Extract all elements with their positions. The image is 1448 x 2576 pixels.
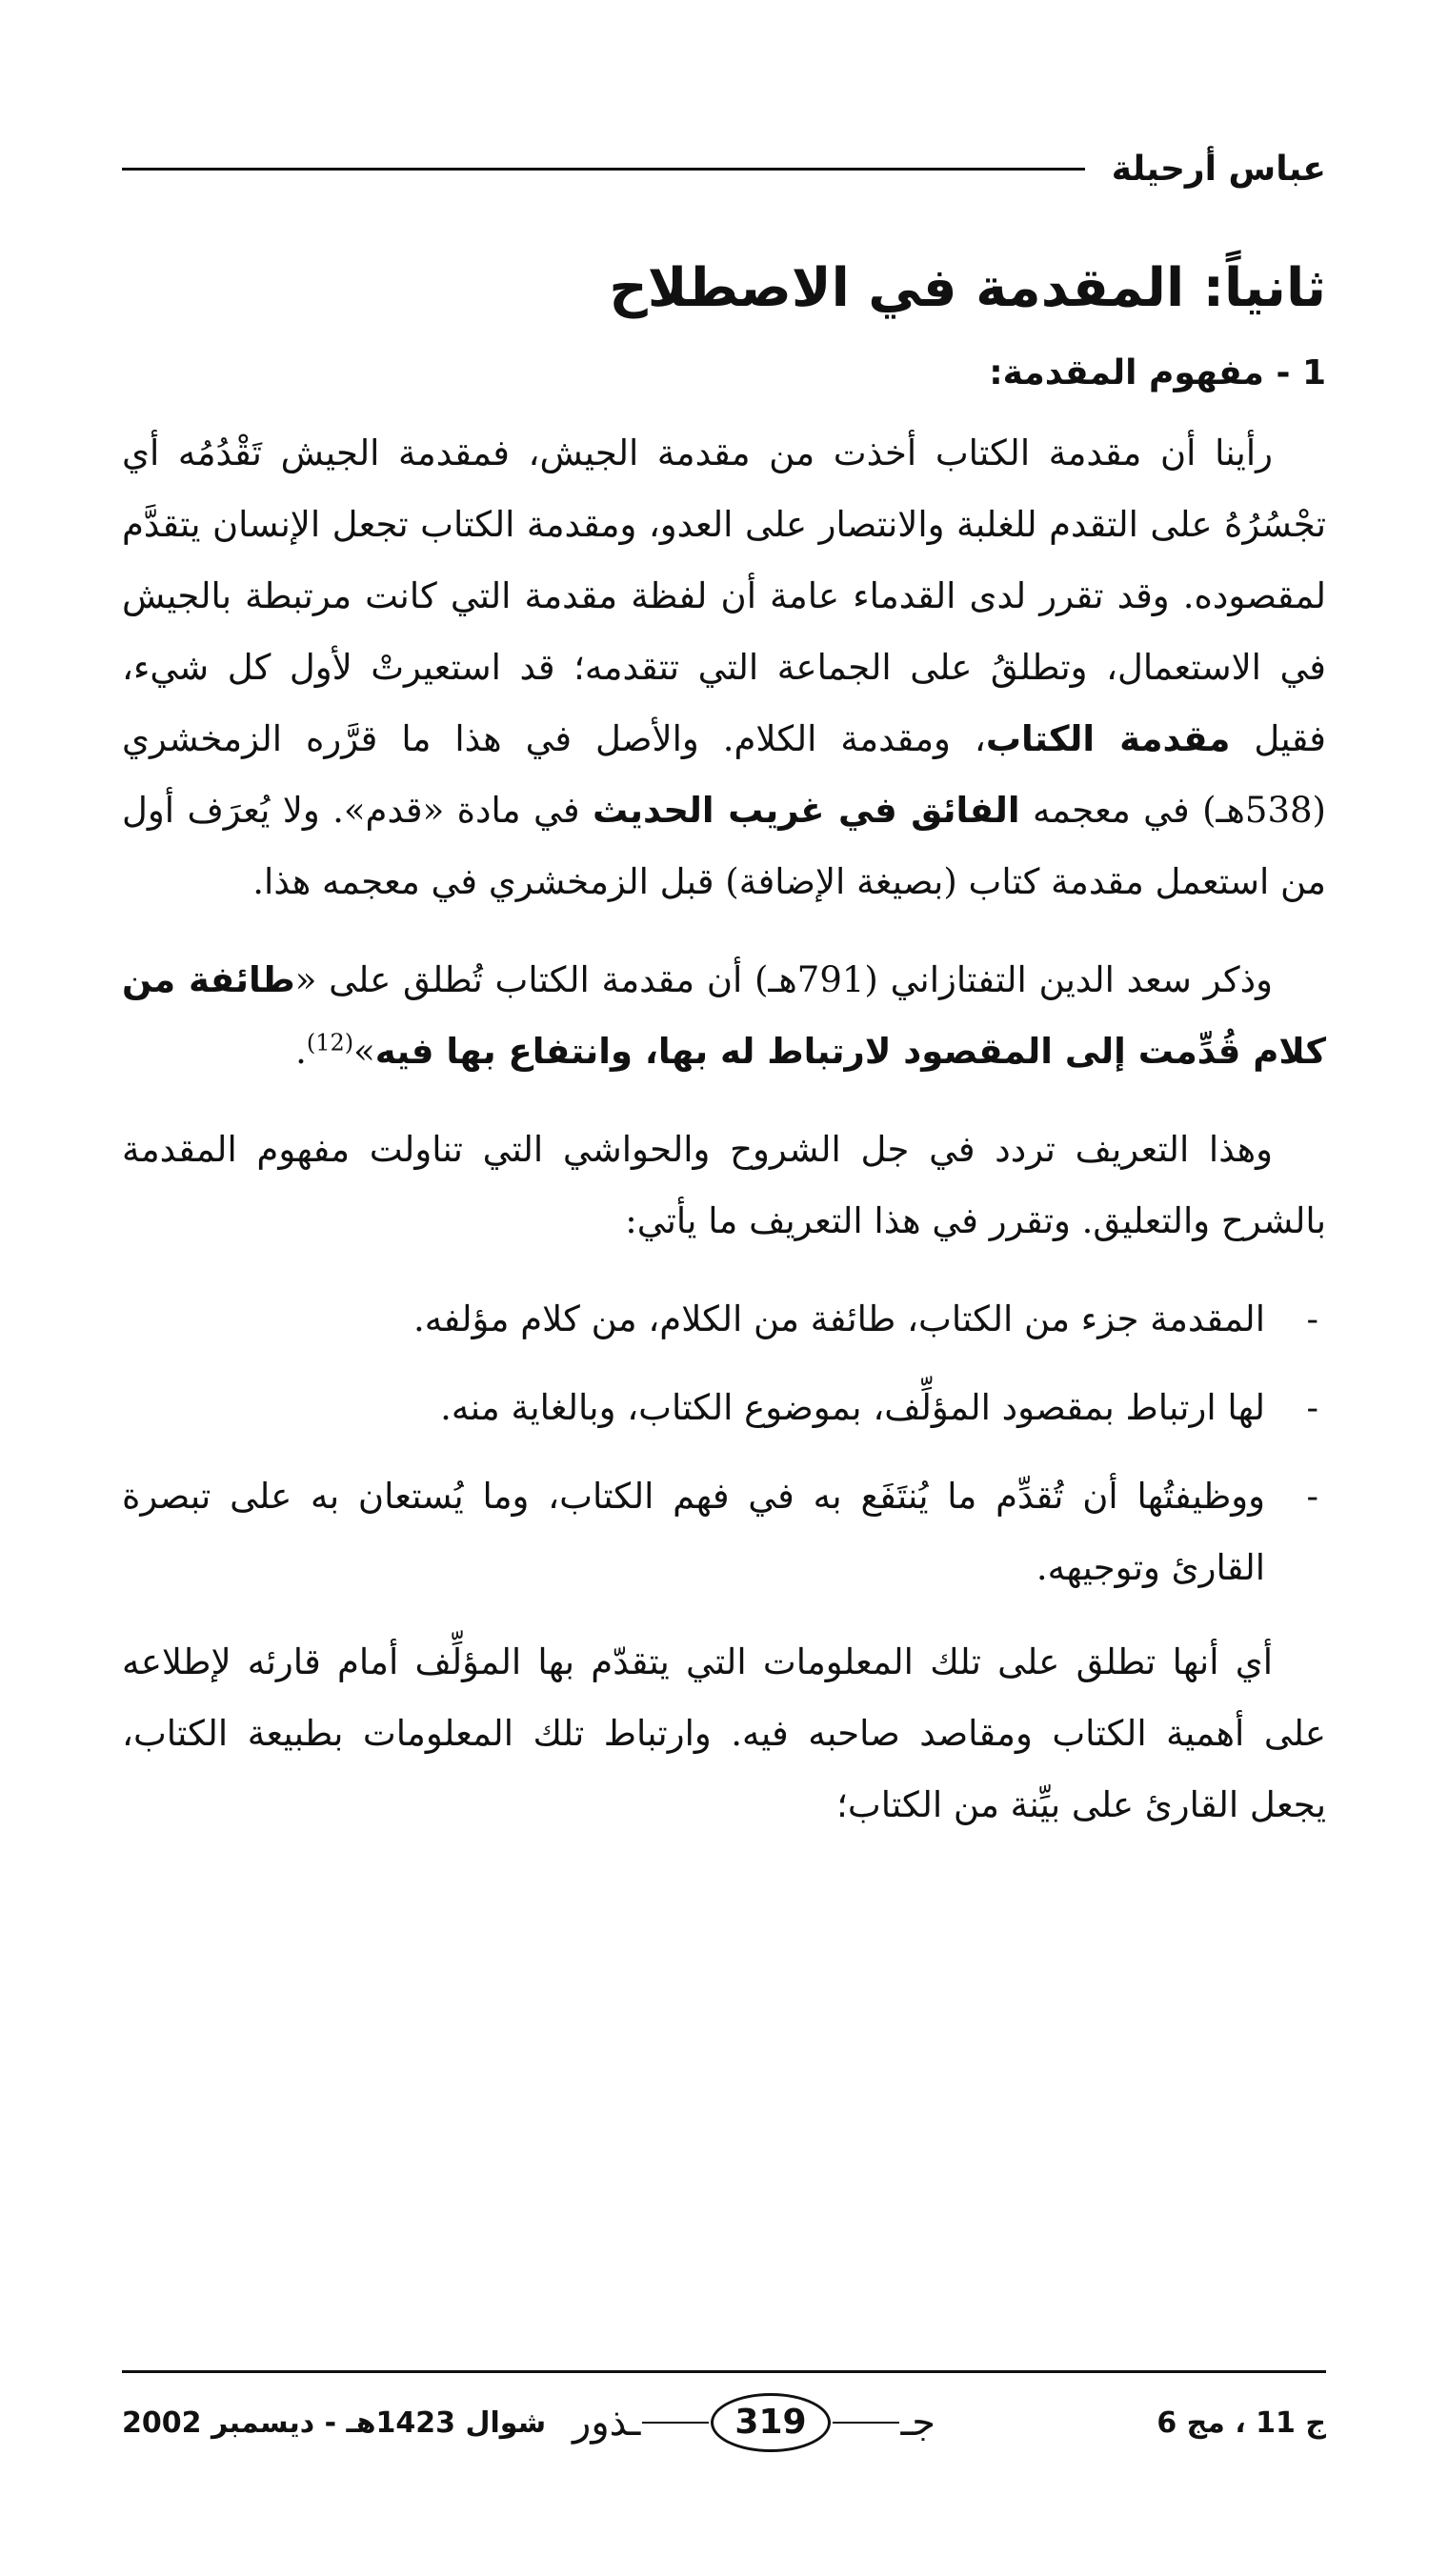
header-rule bbox=[122, 168, 1085, 171]
list-dash: - bbox=[1306, 1476, 1318, 1517]
paragraph-2-text-d: . bbox=[295, 1031, 307, 1072]
list-item bbox=[122, 1460, 1326, 1603]
paragraph-2 bbox=[122, 944, 1326, 1087]
journal-connector bbox=[833, 2422, 899, 2424]
running-header bbox=[122, 145, 1326, 192]
page-footer bbox=[122, 2387, 1326, 2473]
footnote-ref[interactable]: (12) bbox=[306, 1029, 354, 1057]
volume-info: ج 11 ، مج 6 bbox=[1156, 2406, 1326, 2440]
subsection-title: 1 - مفهوم المقدمة: bbox=[989, 353, 1326, 392]
journal-connector bbox=[642, 2422, 709, 2424]
paragraph-2-text-c: » bbox=[353, 1031, 375, 1072]
journal-name-right: جـ bbox=[900, 2401, 935, 2445]
paragraph-1-bold-term: مقدمة الكتاب bbox=[985, 718, 1231, 759]
paragraph-1-book-title: الفائق في غريب الحديث bbox=[592, 790, 1020, 831]
list-item-text: لها ارتباط بمقصود المؤلِّف، بموضوع الكتاب، وبالغاية منه. bbox=[440, 1387, 1265, 1428]
list-dash: - bbox=[1306, 1387, 1318, 1428]
journal-page-mark bbox=[573, 2393, 935, 2452]
paragraph-1 bbox=[122, 417, 1326, 917]
list-item-text: ووظيفتُها أن تُقدِّم ما يُنتَفَع به في فهم الكتاب، وما يُستعان به على تبصرة القارئ وتوجيهه. bbox=[122, 1476, 1265, 1588]
paragraph-1-text-a: رأينا أن مقدمة الكتاب أخذت من مقدمة الجيش، فمقدمة الجيش تَقْدُمُه أي تجْسُرُهُ على التقدم للغلبة والانتصار على العدو، ومقدمة الكتاب تجعل الإنسان يتقدَّم لمقصوده. وقد تقرر لدى القدماء عامة أن لفظة مقدمة التي كانت مرتبطة بالجيش في الاستعمال، وتطلقُ على الجماعة التي تتقدمه؛ قد استعيرتْ لأول كل شيء، فقيل bbox=[122, 433, 1326, 759]
list-item-text: المقدمة جزء من الكتاب، طائفة من الكلام، من كلام مؤلفه. bbox=[412, 1298, 1265, 1339]
page-body bbox=[122, 246, 1326, 1867]
paragraph-3: وهذا التعريف تردد في جل الشروح والحواشي التي تناولت مفهوم المقدمة بالشرح والتعليق. وتقرر في هذا التعريف ما يأتي: bbox=[122, 1129, 1326, 1241]
list-item bbox=[122, 1283, 1326, 1355]
footer-rule bbox=[122, 2370, 1326, 2373]
paragraph-1-text-d: في مادة «قدم». ولا يُعرَف أول من استعمل مقدمة كتاب (بصيغة الإضافة) قبل الزمخشري في معجمه هذا. bbox=[122, 790, 1326, 902]
list-dash: - bbox=[1306, 1298, 1318, 1339]
paragraph-2-text-a: وذكر سعد الدين التفتازاني (791هـ) أن مقدمة الكتاب تُطلق على « bbox=[294, 959, 1274, 1000]
paragraph-1-text-c: ، ومقدمة الكلام. والأصل في هذا ما قرَّره الزمخشري (538هـ) في معجمه bbox=[122, 718, 1326, 831]
journal-name-left: ـذور bbox=[573, 2401, 641, 2445]
author-name: عباس أرحيلة bbox=[1111, 149, 1326, 189]
paragraph-2-quote: طائفة من كلام قُدِّمت إلى المقصود لارتباط له بها، وانتفاع بها فيه bbox=[122, 959, 1326, 1072]
issue-date: شوال 1423هـ - ديسمبر 2002 bbox=[122, 2406, 547, 2440]
paragraph-4: أي أنها تطلق على تلك المعلومات التي يتقدّم بها المؤلِّف أمام قارئه لإطلاعه على أهمية الكتاب ومقاصد صاحبه فيه. وارتباط تلك المعلومات بطبيعة الكتاب، يجعل القارئ على بيِّنة من الكتاب؛ bbox=[122, 1641, 1326, 1825]
section-title: ثانياً: المقدمة في الاصطلاح bbox=[609, 257, 1326, 319]
bullet-list bbox=[122, 1283, 1326, 1603]
page-number: 319 bbox=[711, 2393, 830, 2452]
list-item bbox=[122, 1372, 1326, 1443]
